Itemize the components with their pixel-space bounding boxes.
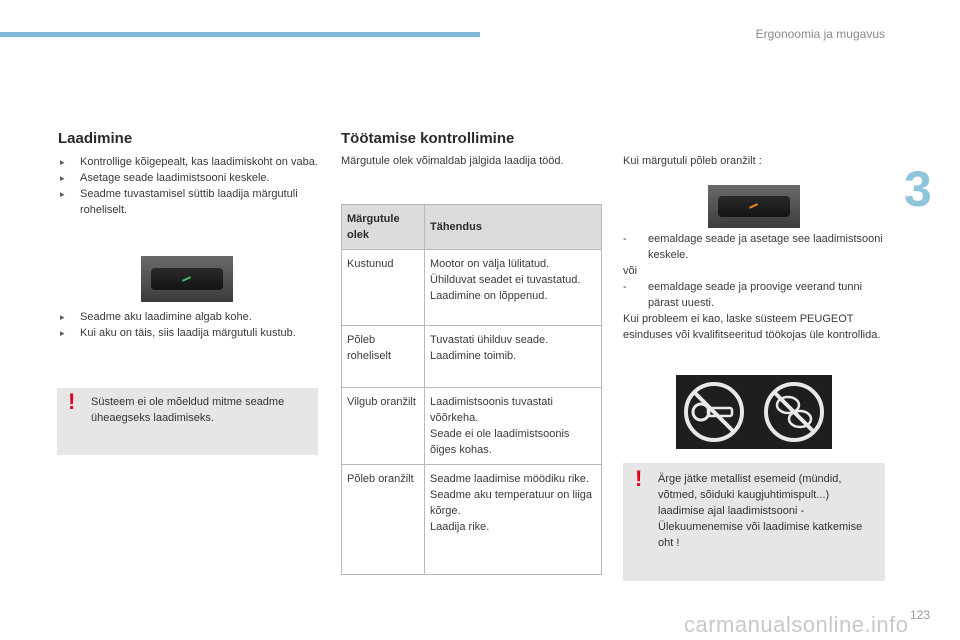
page-number: 123 (909, 608, 930, 622)
list-item: ▸ Seadme tuvastamisel süttib laadija märgutuli roheliselt. (60, 188, 298, 216)
list-item: - eemaldage seade ja proovige veerand tunni pärast uuesti. (623, 281, 863, 309)
chapter-number: 3 (904, 161, 932, 217)
charging-result-list (58, 309, 320, 341)
header-accent-bar (0, 32, 480, 37)
bullet-icon: ▸ (60, 173, 65, 183)
section-title-charging: Laadimine (58, 130, 133, 147)
watermark: carmanualsonline.info (684, 612, 909, 637)
orange-led-instructions: - eemaldage seade ja asetage see laadimistsooni keskele. või - eemaldage seade ja proovige veerand tunni pärast uuesti. Kui probleem ei kao, laske süsteem PEUGEOT esinduses või kvalifitseeritud töökojas üle kontrollida. (623, 231, 885, 343)
section-title-operation-check: Töötamise kontrollimine (341, 130, 515, 147)
warning-box-multiple-devices: ! Süsteem ei ole mõeldud mitme seadme üheaegseks laadimiseks. (57, 388, 318, 455)
charger-orange-led-image (708, 185, 800, 228)
bullet-icon: ▸ (60, 328, 65, 338)
bullet-icon: ▸ (60, 189, 65, 199)
table-header-row (342, 205, 602, 250)
table-row: Vilgub oranžilt Laadimistsoonis tuvastati võõrkeha. Seade ei ole laadimistsoonis õiges kohas. (342, 388, 602, 465)
no-metal-objects-pictogram (676, 375, 832, 449)
bullet-icon: ▸ (60, 157, 65, 167)
list-item: ▸ Seadme aku laadimine algab kohe. (60, 311, 252, 323)
warning-icon: ! (68, 389, 76, 414)
no-keys-icon (686, 384, 742, 440)
column-header-state: Märgutule olek (342, 205, 425, 250)
list-item: ▸ Asetage seade laadimistsooni keskele. (60, 172, 270, 184)
operation-intro: Märgutule olek võimaldab jälgida laadija tööd. (341, 155, 564, 167)
chapter-title: Ergonoomia ja mugavus (755, 27, 885, 41)
table-row: Kustunud Mootor on välja lülitatud. Ühilduvat seadet ei tuvastatud. Laadimine on lõppenud. (342, 250, 602, 326)
orange-led-intro: Kui märgutuli põleb oranžilt : (623, 155, 762, 167)
indicator-status-table (341, 204, 602, 575)
list-item: - eemaldage seade ja asetage see laadimistsooni keskele. (623, 233, 883, 261)
warning-icon: ! (635, 466, 643, 491)
column-header-meaning: Tähendus (425, 205, 602, 250)
bullet-icon: ▸ (60, 312, 65, 322)
no-coins-icon (766, 384, 822, 440)
list-item: ▸ Kontrollige kõigepealt, kas laadimiskoht on vaba. (60, 156, 318, 168)
list-item: ▸ Kui aku on täis, siis laadija märgutuli kustub. (60, 327, 296, 339)
table-row: Põleb roheliselt Tuvastati ühilduv seade. Laadimine toimib. (342, 326, 602, 388)
table-row: Põleb oranžilt Seadme laadimise möödiku rike. Seadme aku temperatuur on liiga kõrge. Laadija rike. (342, 465, 602, 575)
charging-steps-list (58, 154, 320, 218)
warning-box-metal-objects: ! Ärge jätke metallist esemeid (mündid, võtmed, sõiduki kaugjuhtimispult...) laadimise ajal laadimistsooni - Ülekuumenemise või laadimise katkemise oht ! (623, 463, 885, 581)
charger-green-led-image (141, 256, 233, 302)
